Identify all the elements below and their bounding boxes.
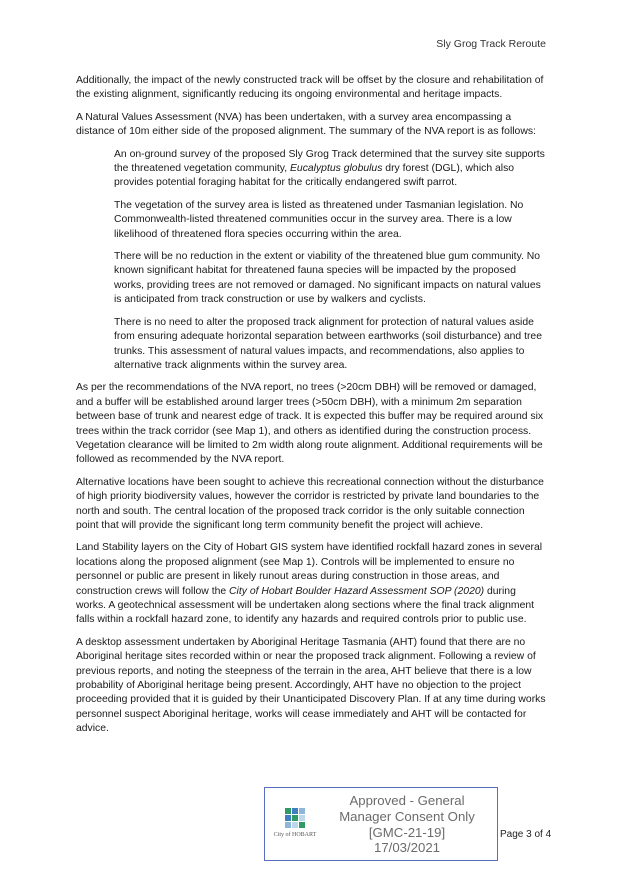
land-stability-text-1: Land Stability layers on the City of Hobart GIS system have identified rockfall hazard zones in several locations along the proposed alignment (see Map 1). Controls will be implemented to ensure no personnel or public are present in likely runout areas during construction in those areas, and construction crews will follow the [76,542,543,597]
species-name: Eucalyptus globulus [289,163,383,175]
quote-survey-finding [114,148,548,191]
approval-stamp [264,787,498,861]
approval-line-2: Manager Consent Only [339,808,475,824]
quote-survey-text-2: dry forest (DGL), which also provides potential foraging habitat for the critically endangered swift parrot. [114,163,515,189]
sop-reference: City of Hobart Boulder Hazard Assessment SOP (2020) [229,585,485,597]
body-text [76,74,548,745]
running-header: Sly Grog Track Reroute [436,38,546,50]
quote-no-need-alter: There is no need to alter the proposed track alignment for protection of natural values aside from ensuring adequate horizontal separation between earthworks (soil disturbance) and tree trunks. This assessment of natural values impacts, and recommendations, also applies to alternative track alignments within the survey area. [114,316,542,371]
quote-no-reduction: There will be no reduction in the extent or viability of the threatened blue gum community. No known significant habitat for threatened fauna species will be impacted by the proposed works, providing trees are not removed or damaged. No significant impacts on natural values is anticipated from track construction or use by walkers and cyclists. [114,251,541,306]
page-number: Page 3 of 4 [500,829,552,840]
paragraph-alternative-locations: Alternative locations have been sought to achieve this recreational connection without the disturbance of high priority biodiversity values, however the corridor is restricted by private land boundaries to the north and south. The central location of the proposed track corridor is the only suitable connection point that will provide the significant long term community benefit the project will achieve. [76,476,544,531]
paragraph-nva-intro: A Natural Values Assessment (NVA) has been undertaken, with a survey area encompassing a distance of 10m either side of the proposed alignment. The summary of the NVA report is as follows: [76,111,536,138]
hobart-emblem-icon [283,806,307,830]
approval-reference: [GMC-21-19] [368,824,446,840]
paragraph-aboriginal-heritage: A desktop assessment undertaken by Aboriginal Heritage Tasmania (AHT) found that there are no Aboriginal heritage sites recorded within or near the proposed track alignment. Following a review of previous reports, and noting the steepness of the terrain in the area, AHT believe that there is a low probability of Aboriginal heritage being present. Accordingly, AHT have no objection to the project proceeding provided that it is guided by their Unanticipated Discovery Plan. If at any time during works personnel suspect Aboriginal heritage, works will cease immediately and AHT will be contacted for advice. [76,636,546,735]
quote-survey-text-1: An on-ground survey of the proposed Sly Grog Track determined that the survey site supports the threatened vegetation community, [114,148,545,175]
logo-caption: City of HOBART [273,832,317,838]
paragraph-land-stability [76,541,548,627]
city-of-hobart-logo [269,806,321,838]
land-stability-text-2: during works. A geotechnical assessment will be undertaken along sections where the final track alignment falls within a rockfall hazard zone, to identify any hazards and required controls prior to public use. [76,585,535,626]
approval-date: 17/03/2021 [373,840,440,856]
paragraph-tree-buffer: As per the recommendations of the NVA report, no trees (>20cm DBH) will be removed or damaged, and a buffer will be established around larger trees (>50cm DBH), with a minimum 2m separation between base of trunk and nearest edge of track. It is expected this buffer may be required around six trees within the track corridor (see Map 1), and others as identified during the construction process. Vegetation clearance will be limited to 2m width along route alignment. Additional requirements will be followed as recommended by the NVA report. [76,382,544,466]
approval-line-1: Approved - General [349,793,465,808]
approval-text [321,793,493,856]
paragraph-offset-impact: Additionally, the impact of the newly constructed track will be offset by the closure and rehabilitation of the existing alignment, significantly reducing its ongoing environmental and heritage impacts. [76,75,544,101]
quote-vegetation-status: The vegetation of the survey area is listed as threatened under Tasmanian legislation. No Commonwealth-listed threatened communities occur in the survey area. There is a low likelihood of threatened flora species occurring within the area. [114,199,524,240]
